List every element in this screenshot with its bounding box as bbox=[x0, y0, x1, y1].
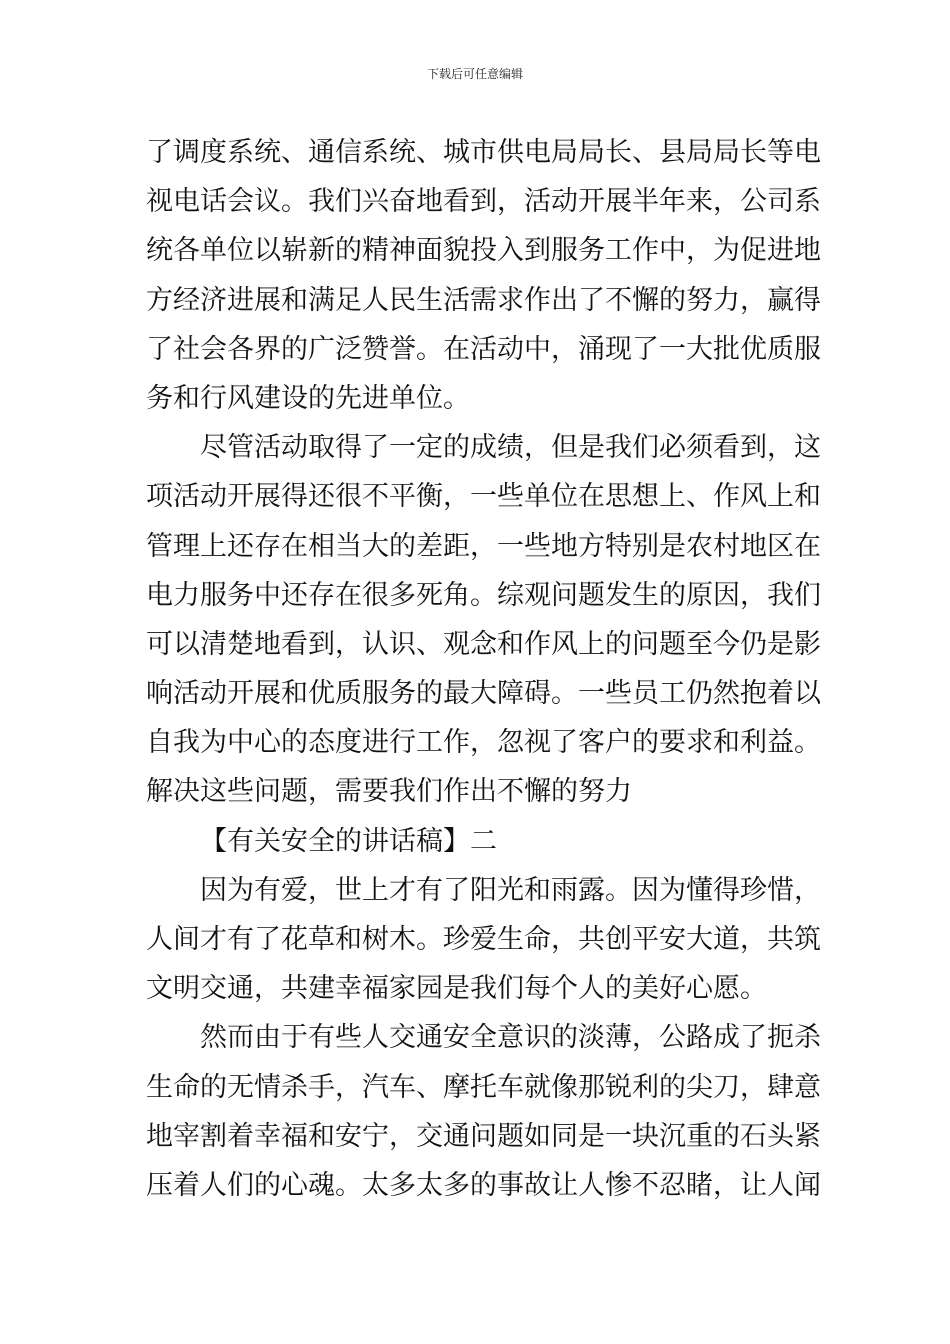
text-line: 地宰割着幸福和安宁，交通问题如同是一块沉重的石头紧 bbox=[146, 1120, 821, 1152]
text-line: 管理上还存在相当大的差距，一些地方特别是农村地区在 bbox=[146, 530, 821, 562]
text-line: 务和行风建设的先进单位。 bbox=[146, 382, 470, 414]
body-text bbox=[146, 128, 821, 1210]
page-header: 下载后可任意编辑 bbox=[426, 67, 523, 81]
text-line: 可以清楚地看到，认识、观念和作风上的问题至今仍是影 bbox=[146, 628, 821, 660]
text-line: 自我为中心的态度进行工作，忽视了客户的要求和利益。 bbox=[146, 727, 821, 759]
text-line: 生命的无情杀手，汽车、摩托车就像那锐利的尖刀，肆意 bbox=[146, 1071, 821, 1103]
text-line: 方经济进展和满足人民生活需求作出了不懈的努力，赢得 bbox=[146, 284, 821, 316]
text-line: 尽管活动取得了一定的成绩，但是我们必须看到，这 bbox=[200, 432, 821, 464]
text-line: 电力服务中还存在很多死角。综观问题发生的原因，我们 bbox=[146, 579, 821, 611]
text-line: 人间才有了花草和树木。珍爱生命，共创平安大道，共筑 bbox=[146, 924, 821, 955]
text-line: 响活动开展和优质服务的最大障碍。一些员工仍然抱着以 bbox=[146, 678, 821, 710]
text-line: 了调度系统、通信系统、城市供电局局长、县局局长等电 bbox=[146, 137, 821, 168]
text-line: 统各单位以崭新的精神面貌投入到服务工作中，为促进地 bbox=[146, 235, 821, 267]
text-line: 因为有爱，世上才有了阳光和雨露。因为懂得珍惜， bbox=[200, 874, 821, 906]
text-line: 【有关安全的讲话稿】二 bbox=[200, 825, 497, 857]
text-line: 视电话会议。我们兴奋地看到，活动开展半年来，公司系 bbox=[146, 186, 821, 218]
text-line: 了社会各界的广泛赞誉。在活动中，涌现了一大批优质服 bbox=[146, 333, 821, 365]
text-line: 解决这些问题，需要我们作出不懈的努力 bbox=[146, 776, 632, 808]
text-line: 文明交通，共建幸福家园是我们每个人的美好心愿。 bbox=[146, 973, 767, 1005]
text-line: 压着人们的心魂。太多太多的事故让人惨不忍睹，让人闻 bbox=[146, 1169, 821, 1201]
text-line: 项活动开展得还很不平衡，一些单位在思想上、作风上和 bbox=[146, 481, 821, 513]
text-line: 然而由于有些人交通安全意识的淡薄，公路成了扼杀 bbox=[200, 1022, 821, 1054]
